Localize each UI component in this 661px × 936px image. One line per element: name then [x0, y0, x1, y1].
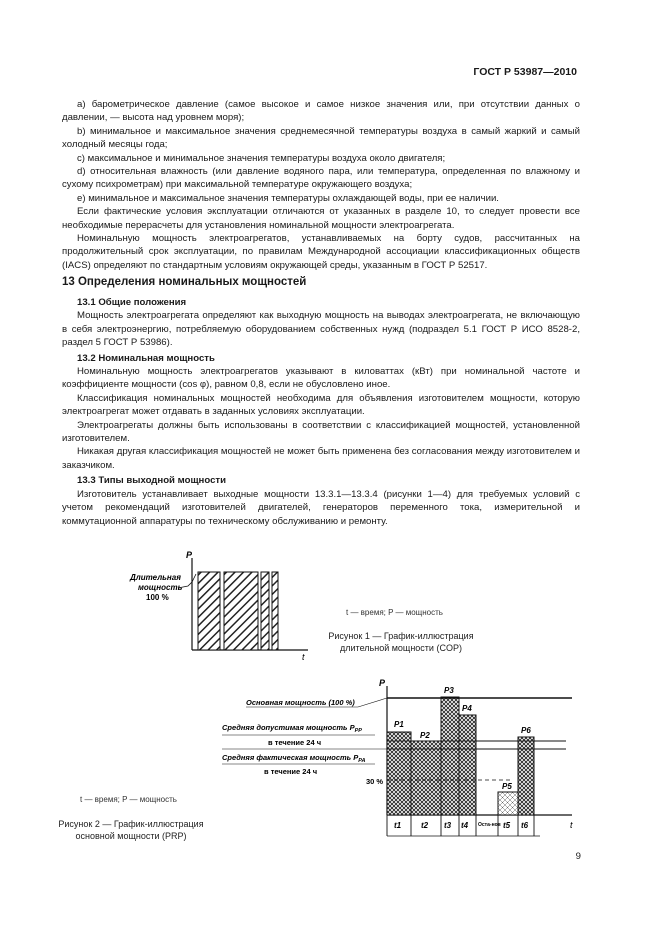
fig2-bar-label-p5: P5	[502, 782, 512, 791]
fig2-x-label: t	[570, 820, 573, 830]
fig2-label-allowed: Средняя допустимая мощность $P_{PP}$	[222, 723, 362, 734]
document-header: ГОСТ Р 53987—2010	[473, 66, 577, 78]
fig2-legend: t — время; P — мощность	[80, 795, 177, 804]
fig2-time-label-stop: Оста-нов	[478, 822, 501, 828]
fig2-label-actual-period: в течение 24 ч	[264, 767, 318, 776]
fig2-time-label-t5: t5	[503, 821, 511, 830]
fig2-bar-label-p6: P6	[521, 726, 531, 735]
subsection-13-1-title: 13.1 Общие положения	[77, 297, 187, 308]
subsection-13-1-text: Мощность электроагрегата определяют как выходную мощность на выводах электроагрегата, не включающую в себя электроэнергию, потребляемую оборудованием собственных нужд (подраздел 5.1 ГОСТ Р ИСО 8528-2, раздел 5 ГОСТ Р 53986).	[62, 310, 580, 349]
fig2-time-label-t4: t4	[461, 821, 469, 830]
page-number: 9	[575, 851, 581, 862]
fig1-label-line3: 100 %	[146, 593, 169, 602]
fig1-bar-1	[198, 572, 220, 650]
fig2-time-label-t2: t2	[421, 821, 429, 830]
subsection-13-2-para-1: Номинальную мощность электроагрегатов указывают в киловаттах (кВт) при номинальной частоте и коэффициенте мощности (cos φ), равном 0,8, если не обусловлено иное.	[62, 366, 580, 391]
fig2-label-allowed-period: в течение 24 ч	[268, 738, 322, 747]
fig2-label-base: Основная мощность (100 %)	[246, 698, 355, 707]
fig2-bar-p3	[441, 697, 459, 815]
fig1-bar-4	[272, 572, 278, 650]
fig1-label-line2: мощность	[138, 583, 183, 592]
intro-item-e: e) минимальное и максимальное значения температуры охлаждающей воды, при ее наличии.	[77, 192, 499, 204]
fig1-bar-2	[224, 572, 258, 650]
fig1-y-label: P	[186, 550, 193, 560]
intro-item-d: d) относительная влажность (или давление водяного пара, или температура, определенная по влажному и сухому психрометрам) при максимальной температуре окружающего воздуха;	[62, 166, 580, 191]
fig2-bar-p1	[387, 732, 411, 815]
fig2-label-30-percent: 30 %	[366, 777, 384, 786]
intro-paragraph-recalc: Если фактические условия эксплуатации отличаются от указанных в разделе 10, то следует провести все необходимые перерасчеты для установления номинальной мощности электроагрегата.	[62, 206, 580, 231]
fig2-bar-p5	[498, 792, 518, 815]
figure-2-prp	[222, 678, 573, 836]
intro-item-b: b) минимальное и максимальное значения среднемесячной температуры воздуха в самый жаркий и самый холодный месяцы года;	[62, 125, 580, 151]
intro-paragraph-iacs: Номинальную мощность электроагрегатов, устанавливаемых на борту судов, рассчитанных на продолжительный срок эксплуатации, по правилам Международной ассоциации классификационных обществ (IACS) определяют по стандартным условиям окружающей среды, указанным в ГОСТ Р 52517.	[62, 233, 580, 271]
fig2-y-label: P	[379, 678, 386, 688]
figure-1-cop	[129, 550, 308, 662]
fig2-time-label-t1: t1	[394, 821, 402, 830]
intro-item-a: а) барометрическое давление (самое высокое и самое низкое значения или, при отсутствии данных о давлении, — высота над уровнем моря);	[62, 99, 580, 124]
subsection-13-2-para-4: Никакая другая классификация мощностей не может быть применена без согласования между изготовителем и заказчиком.	[62, 446, 580, 471]
fig2-bar-label-p1: P1	[394, 720, 404, 729]
fig2-bar-p2	[411, 741, 441, 815]
fig1-legend: t — время; P — мощность	[346, 608, 443, 617]
fig1-label-line1: Длительная	[130, 573, 181, 582]
fig2-time-label-t3: t3	[444, 821, 452, 830]
subsection-13-3-text: Изготовитель устанавливает выходные мощности 13.3.1—13.3.4 (рисунки 1—4) для требуемых условий с учетом рекомендаций изготовителей двигателей, генераторов переменного тока, измерительной и коммутационной аппаратуры по техническому обслуживанию и ремонту.	[62, 488, 580, 527]
fig1-x-label: t	[302, 652, 305, 662]
fig1-caption: Рисунок 1 — График-иллюстрация длительной мощности (COP)	[328, 631, 474, 653]
fig2-bar-label-p2: P2	[420, 731, 430, 740]
fig2-bar-label-p3: P3	[444, 686, 454, 695]
fig2-label-actual: Средняя фактическая мощность $P_{PA}$	[222, 753, 366, 764]
subsection-13-2-para-2: Классификация номинальных мощностей необходима для объявления изготовителем мощности, которую электроагрегат может отдавать в заданных условиях эксплуатации.	[62, 392, 580, 418]
fig1-bar-3	[261, 572, 269, 650]
fig2-bar-p4	[459, 715, 476, 815]
subsection-13-2-para-3: Электроагрегаты должны быть использованы в соответствии с классификацией мощностей, установленной изготовителем.	[62, 419, 580, 445]
section-title: 13 Определения номинальных мощностей	[62, 276, 307, 288]
fig2-time-label-t6: t6	[521, 821, 529, 830]
subsection-13-2-title: 13.2 Номинальная мощность	[77, 352, 215, 364]
fig2-bar-label-p4: P4	[462, 704, 472, 713]
intro-item-c: c) максимальное и минимальное значения температуры воздуха около двигателя;	[77, 152, 446, 164]
fig2-caption: Рисунок 2 — График-иллюстрация основной мощности (PRP)	[58, 819, 204, 841]
subsection-13-3-title: 13.3 Типы выходной мощности	[77, 475, 226, 487]
